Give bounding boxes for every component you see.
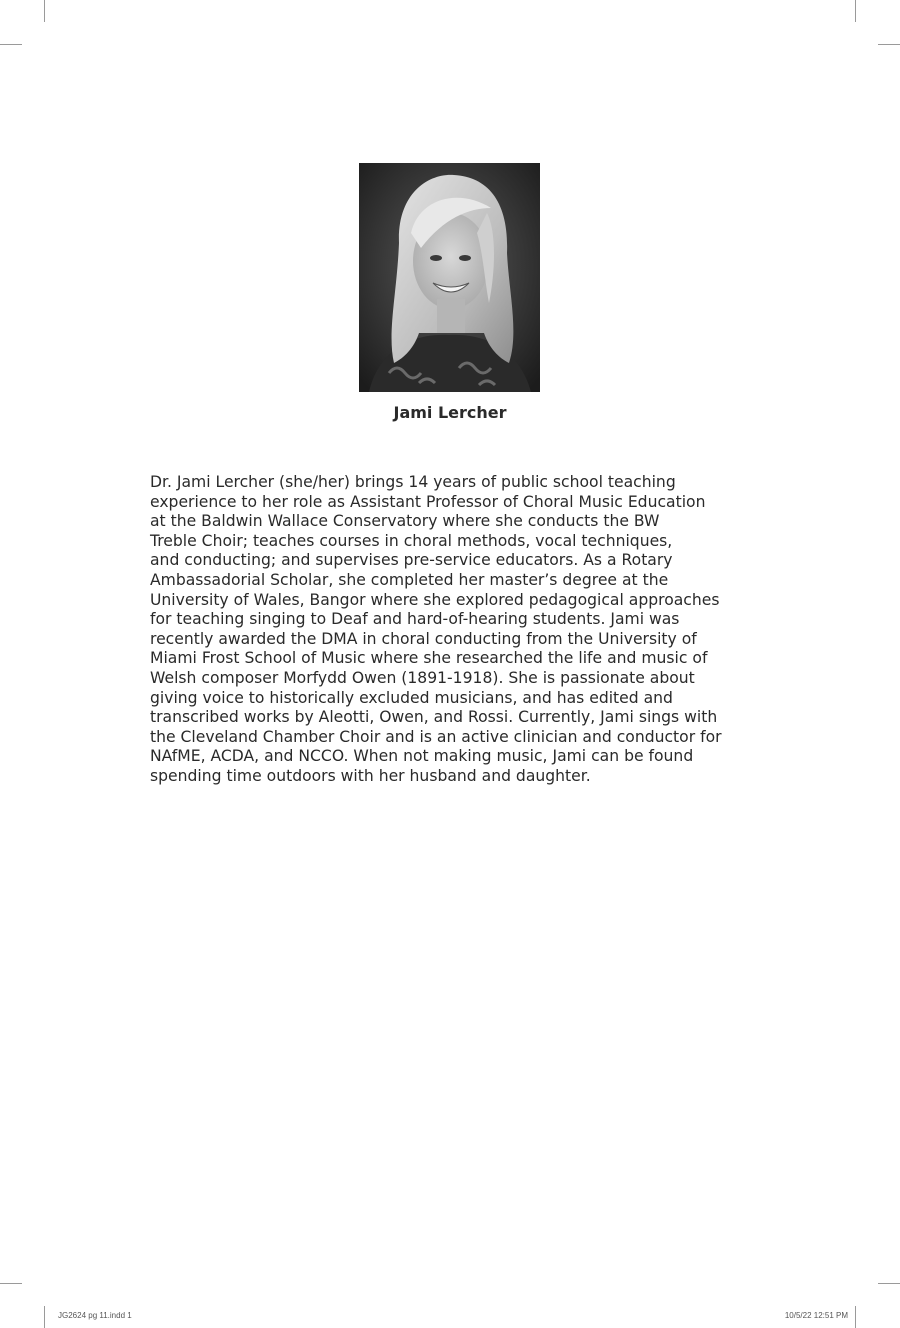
biography-paragraph [150,473,750,787]
slug-file-name: JG2624 pg 11.indd 1 [58,1311,132,1320]
bio-line: at the Baldwin Wallace Conservatory where she conducts the BW [150,512,660,531]
crop-mark-bottom-left [44,1306,45,1328]
bio-line: NAfME, ACDA, and NCCO. When not making music, Jami can be found [150,747,694,766]
bio-line: Miami Frost School of Music where she researched the life and music of [150,649,708,668]
bio-line: spending time outdoors with her husband and daughter. [150,766,591,785]
bio-line: experience to her role as Assistant Professor of Choral Music Education [150,492,706,511]
crop-mark-left-top [0,44,22,45]
bio-line: the Cleveland Chamber Choir and is an active clinician and conductor for [150,727,722,746]
bio-line: Treble Choir; teaches courses in choral methods, vocal techniques, [150,531,673,550]
bio-line: for teaching singing to Deaf and hard-of-hearing students. Jami was [150,610,680,629]
crop-mark-top-right [855,0,856,22]
bio-line: and conducting; and supervises pre-service educators. As a Rotary [150,551,673,570]
bio-line: Welsh composer Morfydd Owen (1891-1918). She is passionate about [150,668,695,687]
bio-line: giving voice to historically excluded musicians, and has edited and [150,688,673,707]
portrait-image [359,163,540,392]
crop-mark-right-bottom [878,1283,900,1284]
crop-mark-bottom-right [855,1306,856,1328]
headshot-photo [359,163,540,392]
bio-line: Dr. Jami Lercher (she/her) brings 14 years of public school teaching [150,473,676,491]
bio-line: transcribed works by Aleotti, Owen, and Rossi. Currently, Jami sings with [150,708,718,727]
crop-mark-right-top [878,44,900,45]
crop-mark-top-left [44,0,45,22]
bio-line: recently awarded the DMA in choral conducting from the University of [150,629,697,648]
crop-mark-left-bottom [0,1283,22,1284]
bio-line: Ambassadorial Scholar, she completed her master’s degree at the [150,570,669,589]
photo-caption-name: Jami Lercher [393,403,507,422]
bio-line: University of Wales, Bangor where she explored pedagogical approaches [150,590,720,609]
slug-timestamp: 10/5/22 12:51 PM [784,1311,848,1320]
